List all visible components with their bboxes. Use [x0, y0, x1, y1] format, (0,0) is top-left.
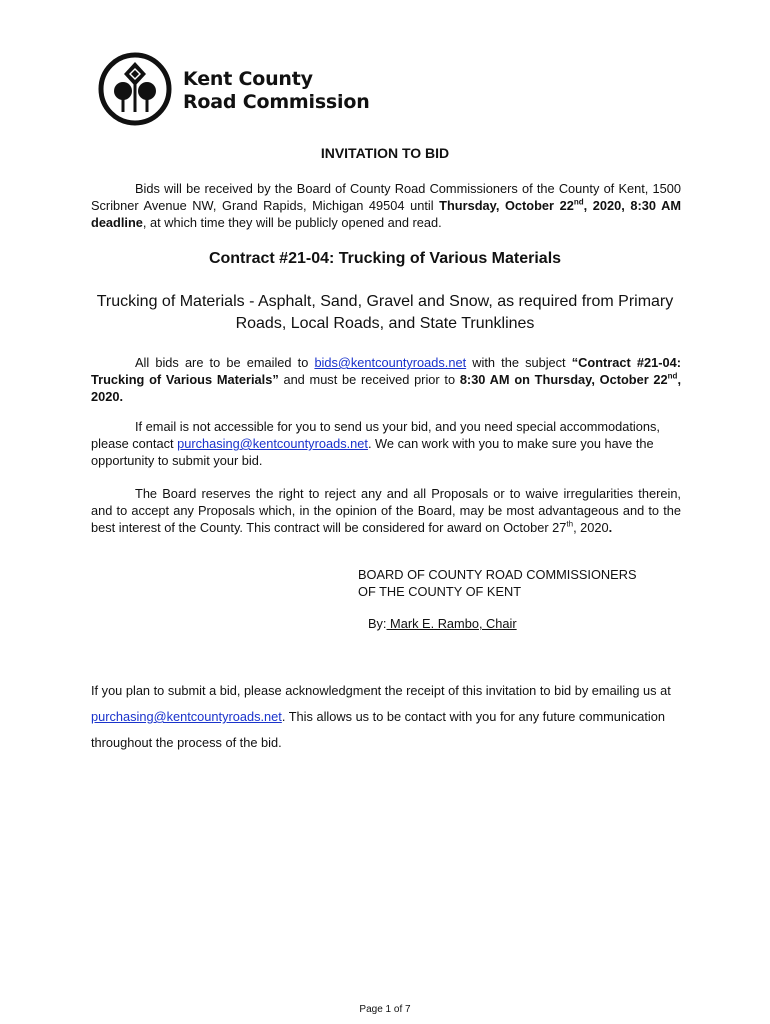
signature-line-2: OF THE COUNTY OF KENT: [358, 584, 522, 599]
email-text-2: with the subject: [466, 355, 572, 370]
contract-subtitle: Trucking of Materials - Asphalt, Sand, Gravel and Snow, as required from Primary Roads, Local Roads, and State Trunklines: [96, 293, 674, 332]
document-title: INVITATION TO BID: [320, 145, 450, 161]
access-paragraph: [91, 418, 681, 469]
purchasing-email-link[interactable]: purchasing@kentcountyroads.net: [177, 436, 368, 451]
kcrc-logo: [98, 52, 388, 126]
access-text-2: . We can work with you to make sure you have the opportunity to submit your bid.: [91, 436, 654, 468]
intro-deadline: , 2020, 8:30 AM deadline: [91, 198, 681, 230]
contract-title: Contract #21-04: Trucking of Various Materials: [208, 250, 562, 267]
email-deadline-year: , 2020.: [91, 372, 681, 404]
signature-line-1: BOARD OF COUNTY ROAD COMMISSIONERS: [358, 567, 637, 582]
page-number: Page 1 of 7: [359, 1004, 411, 1015]
intro-date-suffix: nd: [573, 197, 584, 207]
signer-name: Mark E. Rambo, Chair: [386, 616, 517, 631]
board-text-1: The Board reserves the right to reject any and all Proposals or to waive irregularities therein, and to accept any Proposals which, in the opinion of the Board, may be most advantageous and to the best interest of the County. This contract will be considered for award on October 27: [91, 486, 681, 535]
board-text-end: .: [608, 520, 613, 535]
intro-paragraph: [91, 180, 681, 231]
board-paragraph: [91, 485, 681, 536]
closing-paragraph: [91, 678, 691, 756]
logo-line-2: Road Commission: [183, 91, 370, 113]
access-text-1: If email is not accessible for you to send us your bid, and you need special accommodations, please contact: [91, 419, 660, 451]
closing-email-link[interactable]: purchasing@kentcountyroads.net: [91, 709, 282, 724]
bids-email-link[interactable]: bids@kentcountyroads.net: [314, 355, 467, 370]
closing-text-1: If you plan to submit a bid, please acknowledgment the receipt of this invitation to bid by emailing us at: [91, 683, 671, 698]
board-date-suffix: th: [566, 519, 574, 529]
logo-line-1: Kent County: [183, 68, 313, 90]
logo-text: [183, 68, 370, 114]
intro-date: Thursday, October 22: [439, 198, 574, 213]
email-text-3: and must be received prior to: [278, 372, 460, 387]
signed-by: [368, 616, 517, 631]
intro-text-2: , at which time they will be publicly opened and read.: [142, 215, 442, 230]
email-text-1: All bids are to be emailed to: [135, 355, 315, 370]
by-label: By:: [368, 616, 387, 631]
closing-text-2: . This allows us to be contact with you for any future communication throughout the process of the bid.: [91, 709, 665, 750]
tree-logo-icon: [98, 52, 172, 126]
email-deadline-suffix: nd: [667, 371, 678, 381]
email-deadline: 8:30 AM on Thursday, October 22: [459, 372, 668, 387]
intro-text-1: Bids will be received by the Board of County Road Commissioners of the County of Kent, 1500 Scribner Avenue NW, Grand Rapids, Michigan 49504 until: [91, 181, 681, 213]
email-paragraph: [91, 354, 681, 405]
email-subject: “Contract #21-04: Trucking of Various Materials”: [91, 355, 681, 387]
board-text-2: , 2020: [573, 520, 609, 535]
signature-block: [358, 566, 636, 600]
